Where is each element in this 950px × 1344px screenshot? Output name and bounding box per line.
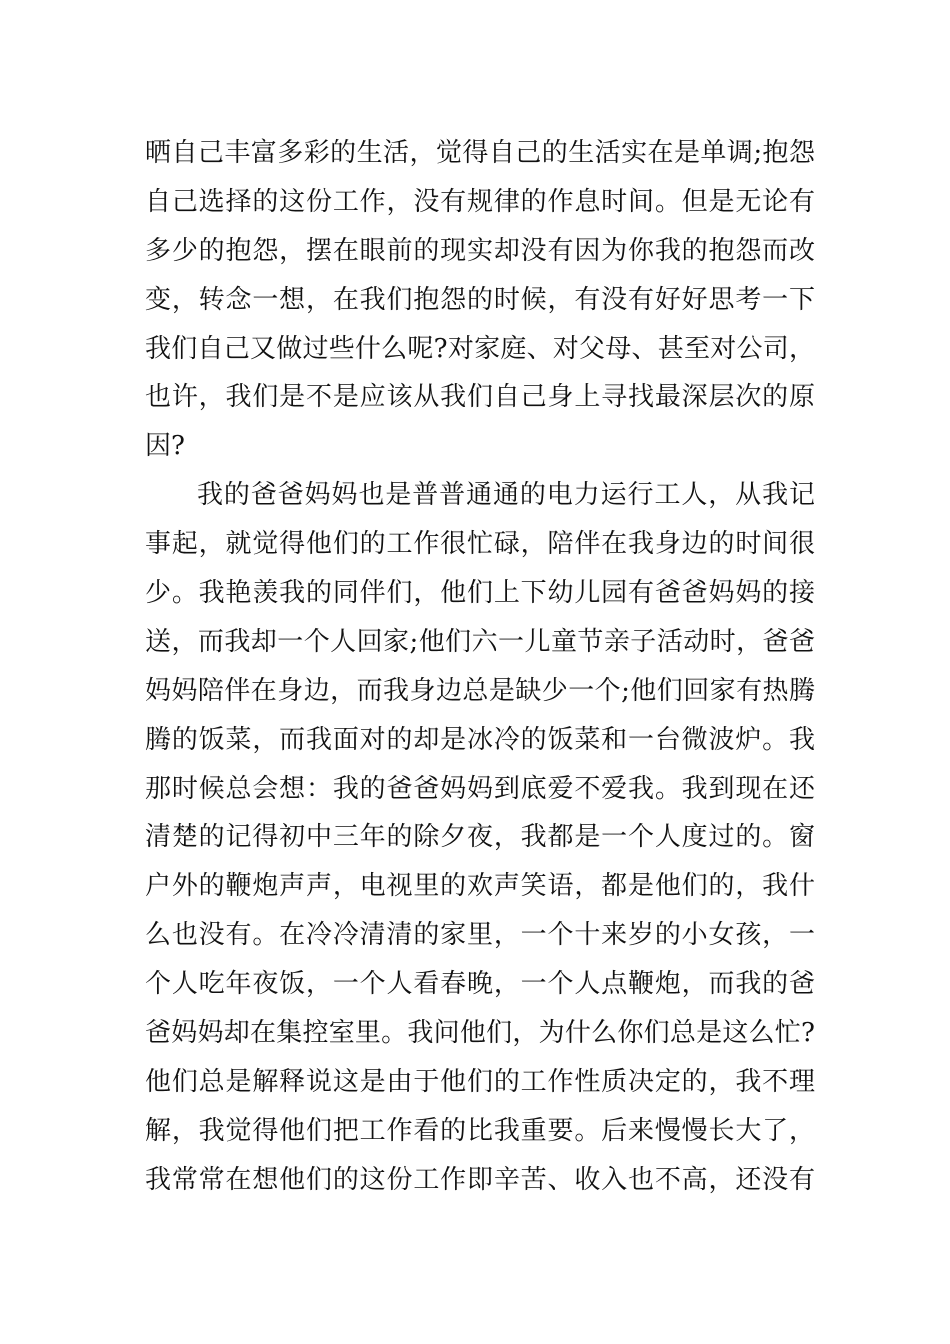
text-line: 清楚的记得初中三年的除夕夜，我都是一个人度过的。窗 (145, 822, 815, 853)
text-line: 个人吃年夜饭，一个人看春晚，一个人点鞭炮，而我的爸 (145, 969, 815, 1000)
paragraph-1 (145, 129, 815, 471)
text-line: 因? (145, 431, 185, 462)
text-line: 我们自己又做过些什么呢?对家庭、对父母、甚至对公司， (145, 333, 815, 364)
text-line: 爸妈妈却在集控室里。我问他们，为什么你们总是这么忙? (145, 1018, 815, 1049)
text-line: 妈妈陪伴在身边，而我身边总是缺少一个;他们回家有热腾 (145, 675, 815, 706)
paragraph-2 (145, 471, 815, 1204)
text-line: 户外的鞭炮声声，电视里的欢声笑语，都是他们的，我什 (145, 871, 815, 902)
text-line: 我的爸爸妈妈也是普普通通的电力运行工人，从我记 (197, 480, 815, 511)
text-line: 么也没有。在冷冷清清的家里，一个十来岁的小女孩，一 (145, 920, 815, 951)
text-line: 多少的抱怨，摆在眼前的现实却没有因为你我的抱怨而改 (145, 235, 815, 266)
text-line: 变，转念一想，在我们抱怨的时候，有没有好好思考一下 (145, 284, 815, 315)
body-text (145, 129, 815, 1205)
text-line: 事起，就觉得他们的工作很忙碌，陪伴在我身边的时间很 (145, 529, 815, 560)
text-line: 也许，我们是不是应该从我们自己身上寻找最深层次的原 (145, 382, 815, 413)
text-line: 腾的饭菜，而我面对的却是冰冷的饭菜和一台微波炉。我 (145, 724, 815, 755)
text-line: 送，而我却一个人回家;他们六一儿童节亲子活动时，爸爸 (145, 626, 815, 657)
text-line: 我常常在想他们的这份工作即辛苦、收入也不高，还没有 (145, 1164, 815, 1195)
text-line: 晒自己丰富多彩的生活，觉得自己的生活实在是单调;抱怨 (145, 138, 815, 168)
text-line: 他们总是解释说这是由于他们的工作性质决定的，我不理 (145, 1066, 815, 1097)
text-line: 自己选择的这份工作，没有规律的作息时间。但是无论有 (145, 186, 815, 217)
text-line: 解，我觉得他们把工作看的比我重要。后来慢慢长大了， (145, 1115, 815, 1146)
text-line: 少。我艳羡我的同伴们，他们上下幼儿园有爸爸妈妈的接 (145, 578, 815, 609)
text-line: 那时候总会想：我的爸爸妈妈到底爱不爱我。我到现在还 (145, 773, 815, 804)
